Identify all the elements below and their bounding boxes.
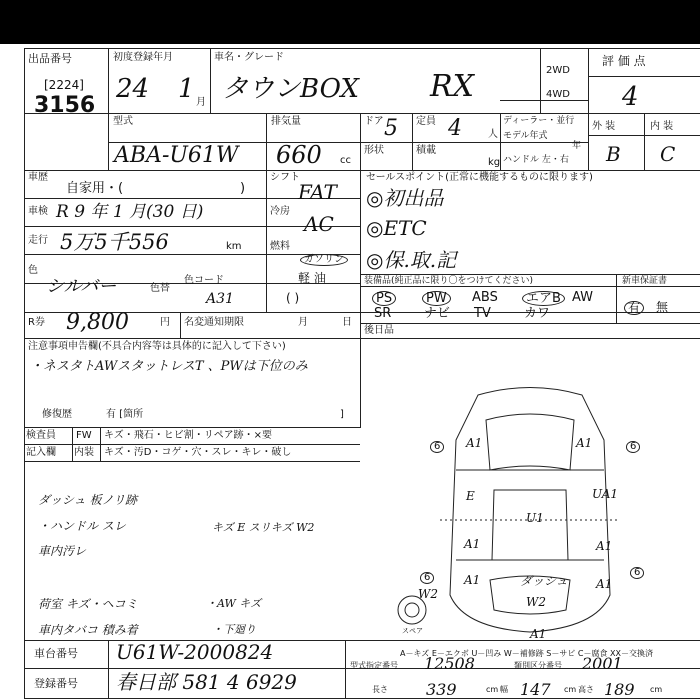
grade: RX: [430, 69, 474, 104]
recycle-value: 9,800: [66, 310, 129, 335]
equipment-item-r2-3: [524, 307, 550, 320]
model-cert-value: 12508: [424, 654, 475, 673]
right-note-3: ・下廻り: [212, 623, 256, 636]
equipment-item-label: TV: [474, 306, 491, 321]
model-cert-label: 型式指定番号: [350, 661, 398, 670]
equipment-item-label: SR: [374, 306, 392, 321]
diagram-mark-right-door: UA1: [592, 487, 619, 501]
history-close: ): [240, 181, 246, 196]
sales-points-label: セールスポイント(正常に機能するものに限ります): [366, 172, 593, 183]
color-no-label: 色替: [150, 283, 170, 294]
shift-value: FAT: [298, 180, 337, 204]
model-name-label: 車名・グレード: [214, 52, 284, 63]
dealer-label: ディーラー・並行: [503, 116, 575, 126]
month-unit: 月: [196, 97, 206, 108]
color-label: 色: [28, 265, 38, 276]
doors-value: 5: [384, 116, 398, 141]
equipment-item-label: カワ: [524, 306, 551, 321]
tire-mark-fr-circle: 6: [626, 441, 640, 453]
score-value: 4: [622, 82, 639, 112]
drive-2wd: 2WD: [546, 65, 570, 76]
equipment-item-label: ABS: [472, 290, 498, 305]
warranty-yes-circle: 有: [624, 301, 644, 315]
width-label: 幅: [500, 685, 508, 694]
inspector-int-items: キズ・汚D・コゲ・穴・スレ・キレ・破し: [104, 447, 292, 458]
warranty-label: 新車保証書: [622, 276, 668, 286]
tire-mark-fl: [430, 441, 444, 453]
load-label: 積載: [416, 145, 436, 156]
inspector-label-2: 記入欄: [26, 447, 56, 458]
repair-label: 修復歴: [42, 409, 72, 420]
diagram-mark-rear-bottom: A1: [530, 627, 547, 641]
notes-value: ・ネスタトAWスタットレスT 、PWは下位のみ: [30, 359, 308, 374]
diagram-mark-rear-dash: ダッシュ: [520, 574, 568, 588]
color-code-value: A31: [206, 291, 234, 307]
diagram-mark-rear-center: W2: [526, 595, 546, 609]
length-value: 339: [426, 680, 457, 699]
reg-label: 登録番号: [34, 677, 78, 690]
repair-value: 有 [箇所: [106, 409, 144, 420]
load-unit: kg: [488, 157, 501, 168]
fuel-other: ( ): [286, 291, 300, 305]
mileage-value: 5万5千556: [60, 230, 169, 254]
mileage-label: 走行: [28, 235, 48, 246]
handle-label: ハンドル 左・右: [503, 155, 569, 165]
length-unit: cm: [486, 685, 499, 694]
ext-grade: B: [606, 142, 621, 166]
fuel-diesel: 軽 油: [298, 271, 326, 285]
year-unit: 年: [572, 141, 582, 151]
equipment-item-r1-3: [522, 291, 565, 306]
ext-label: 外 装: [592, 121, 616, 132]
tire-mark-fr: [626, 441, 640, 453]
fuel-gasoline-circle: ガソリン: [300, 254, 348, 266]
inspection-label: 車検: [28, 206, 48, 217]
seats-value: 4: [448, 116, 462, 141]
tire-mark-rr: [630, 567, 644, 579]
hw-note-5: 車内タバコ 積み着: [38, 623, 138, 637]
equipment-item-r2-1: [424, 307, 450, 320]
inspector-int-code: 内装: [74, 447, 94, 458]
drive-4wd: 4WD: [546, 89, 570, 100]
diagram-mark-left-door: A1: [464, 537, 481, 551]
chassis-label: 車台番号: [34, 647, 78, 660]
equipment-item-r1-2: [472, 291, 498, 304]
equipment-item-r1-4: [572, 291, 593, 304]
name-change-day: 日: [342, 317, 352, 328]
width-value: 147: [520, 680, 551, 699]
equipment-item-r1-0: [372, 291, 396, 306]
int-label: 内 装: [650, 121, 674, 132]
mileage-unit: km: [226, 241, 242, 252]
hw-note-4: 荷室 キズ・ヘコミ: [38, 597, 138, 611]
equipment-item-label: PS: [372, 291, 396, 306]
int-grade: C: [660, 142, 676, 166]
equipment-label: 装備品(純正品に限り〇をつけてください): [364, 276, 534, 286]
displacement-value: 660: [276, 141, 322, 169]
hw-note-2: ・ハンドル スレ: [38, 519, 126, 533]
trunk-label: 後日品: [364, 325, 394, 336]
notes-label: 注意事項申告欄(不具合内容等は具体的に記入して下さい): [28, 341, 286, 352]
color-value: シルバー: [46, 276, 117, 297]
length-label: 長さ: [372, 685, 388, 694]
doors-label: ドア: [364, 116, 384, 127]
category-value: 2001: [582, 654, 623, 673]
recycle-label: R券: [28, 317, 45, 328]
diagram-mark-left-rear: A1: [464, 573, 481, 587]
inspection-value: R 9 年 1 月(30 日): [56, 202, 204, 222]
hw-note-3: 車内汚レ: [38, 544, 87, 558]
inspector-ext-code: FW: [76, 430, 92, 441]
diagram-mark-front-a1-left: A1: [466, 436, 483, 450]
fuel-label: 燃料: [270, 241, 290, 252]
right-note-2: ・AW キズ: [206, 597, 262, 610]
shift-label: シフト: [270, 172, 300, 183]
displacement-label: 排気量: [271, 116, 301, 127]
lot-sub: [2224]: [44, 78, 84, 92]
sales-point-3: ◎保.取.記: [366, 248, 457, 272]
height-unit: cm: [650, 685, 663, 694]
tire-mark-rr-circle: 6: [630, 567, 644, 579]
first-reg-label: 初度登録年月: [113, 52, 173, 63]
category-label: 類別区分番号: [514, 661, 562, 670]
lot-number: 3156: [34, 93, 96, 118]
tire-mark-fl-circle: 6: [430, 441, 444, 453]
tire-mark-rl-circle: 6: [420, 572, 434, 584]
color-code-label: 色コード: [184, 275, 224, 286]
equipment-item-label: PW: [422, 291, 451, 306]
spare-label: スペア: [402, 627, 423, 635]
diagram-mark-hood: E: [466, 489, 475, 503]
sales-point-2: ◎ETC: [366, 216, 427, 240]
reg-value: 春日部 581 4 6929: [116, 670, 297, 694]
recycle-unit: 円: [160, 317, 170, 328]
history-value: 自家用・(: [66, 181, 124, 196]
equipment-item-r1-1: [422, 291, 451, 306]
repair-close: ]: [340, 409, 344, 420]
diagram-mark-rear-left: W2: [418, 587, 438, 601]
ac-value: AC: [304, 212, 334, 236]
equipment-item-r2-2: [474, 307, 491, 320]
type-label: 型式: [113, 116, 133, 127]
chassis-value: U61W-2000824: [116, 640, 274, 664]
inspector-label-1: 検査員: [26, 430, 56, 441]
model-name: タウンBOX: [222, 74, 359, 104]
right-note-1: キズ E スリキズ W2: [212, 521, 315, 534]
seats-unit: 人: [488, 129, 498, 140]
seats-label: 定員: [416, 116, 436, 127]
history-label: 車歴: [28, 172, 48, 183]
ac-label: 冷房: [270, 206, 290, 217]
displacement-unit: cc: [340, 155, 351, 166]
lot-label: 出品番号: [28, 52, 72, 65]
first-reg-month: 1: [178, 74, 195, 104]
equipment-item-r2-0: [374, 307, 391, 320]
diagram-mark-right-rear: A1: [596, 539, 613, 553]
type-value: ABA-U61W: [114, 143, 239, 168]
model-year-label: モデル年式: [503, 131, 548, 141]
height-label: 高さ: [578, 685, 594, 694]
name-change-label: 名変通知期限: [184, 317, 244, 328]
diagram-mark-front-a1-right: A1: [576, 436, 593, 450]
diagram-mark-rear-a1: A1: [596, 577, 613, 591]
equipment-item-label: ナビ: [424, 306, 451, 321]
equipment-item-label: エアB: [522, 291, 565, 306]
score-label: 評 価 点: [602, 54, 646, 68]
diagram-legend: A－キズ E－エクボ U－凹み W－補修跡 S－サビ C－腐食 XX－交換済: [400, 649, 654, 658]
first-reg-year: 24: [116, 74, 150, 104]
hw-note-1: ダッシュ 板ノリ跡: [38, 493, 138, 507]
name-change-month: 月: [298, 317, 308, 328]
inspector-ext-items: キズ・飛石・ヒビ割・リペア跡・×要: [104, 430, 272, 441]
sales-point-1: ◎初出品: [366, 186, 444, 210]
width-unit: cm: [564, 685, 577, 694]
diagram-mark-roof: U1: [526, 511, 544, 525]
equipment-item-label: AW: [572, 290, 594, 305]
shape-label: 形状: [364, 145, 384, 156]
warranty-no: 無: [656, 300, 669, 314]
tire-mark-rl: [420, 572, 434, 584]
height-value: 189: [604, 680, 635, 699]
